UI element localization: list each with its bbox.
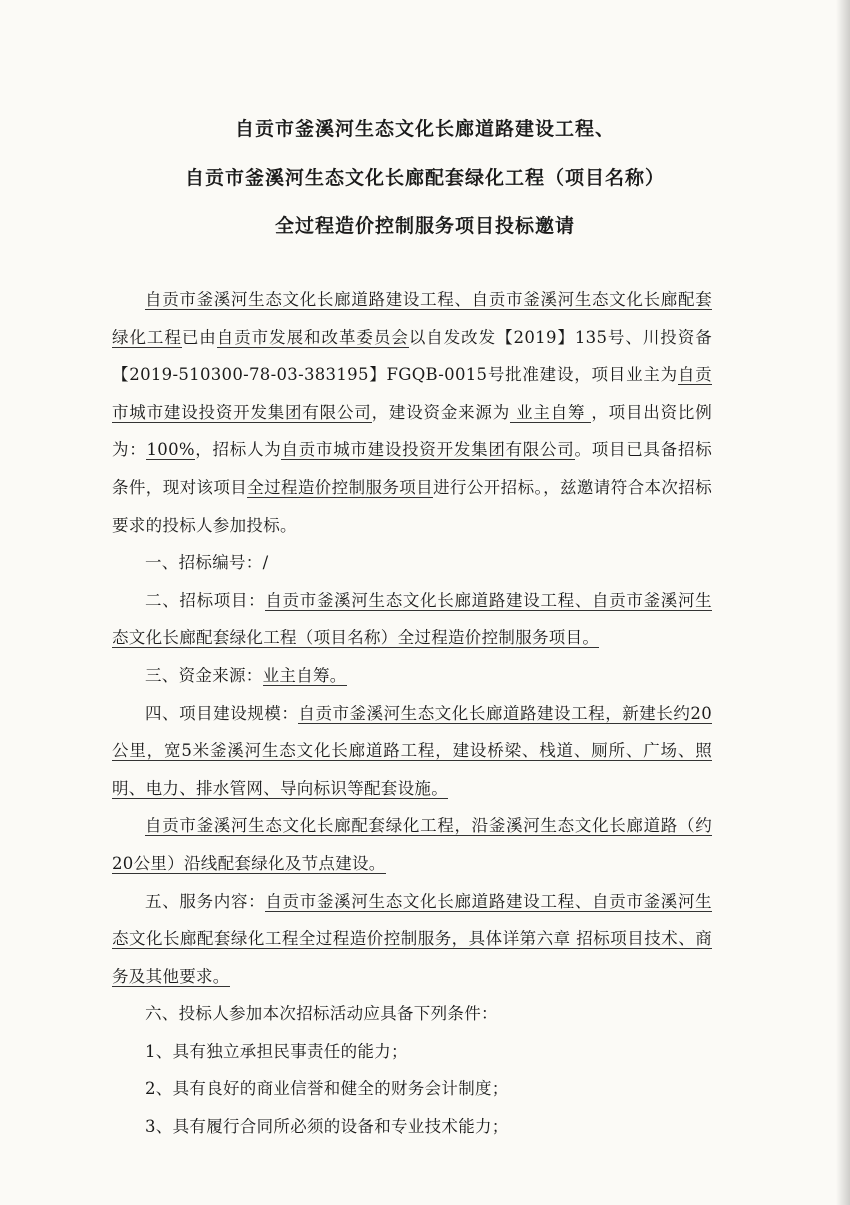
section-4-greening	[112, 807, 712, 882]
section-2-tender-project	[112, 582, 712, 657]
section-4-value: 自贡市釜溪河生态文化长廊道路建设工程，新建长约20公里，宽5米釜溪河生态文化长廊道路工程，建设桥梁、栈道、厕所、广场、照明、电力、排水管网、导向标识等配套设施。	[112, 703, 713, 798]
intro-text-f: ，建设资金来源为	[371, 402, 511, 422]
intro-text-d: 以自发改发【2019】135号、川投资备【2019-510300-78-03-383195】FGQB-0015号批准建设，项目业主为	[112, 327, 713, 385]
approval-authority: 自贡市发展和改革委员会	[216, 327, 409, 347]
intro-text-j: ，招标人为	[194, 440, 282, 460]
section-6-requirements: 六、投标人参加本次招标活动应具备下列条件：	[145, 1004, 498, 1024]
title-line-1: 自贡市釜溪河生态文化长廊道路建设工程、	[234, 118, 615, 140]
section-2-value: 自贡市釜溪河生态文化长廊道路建设工程、自贡市釜溪河生态文化长廊配套绿化工程（项目名称）全过程造价控制服务项目。	[112, 590, 712, 648]
intro-paragraph	[112, 281, 712, 544]
project-owner: 自贡市城市建设投资开发集团有限公司	[112, 365, 712, 422]
condition-2: 2、具有良好的商业信誉和健全的财务会计制度；	[145, 1079, 509, 1099]
section-4-greening-value: 自贡市釜溪河生态文化长廊配套绿化工程，沿釜溪河生态文化长廊道路（约20公里）沿线配套绿化及节点建设。	[112, 816, 712, 873]
condition-3: 3、具有履行合同所必须的设备和专业技术能力；	[145, 1117, 509, 1137]
title-line-3: 全过程造价控制服务项目投标邀请	[274, 215, 575, 237]
service-project: 全过程造价控制服务项目	[247, 477, 434, 497]
intro-text-h: ，项目出资比例为：	[112, 402, 713, 460]
fund-source: 业主自筹	[510, 402, 592, 422]
section-2-label: 二、招标项目：	[145, 590, 266, 610]
section-1-tender-number: 一、招标编号：/	[145, 553, 269, 573]
section-5-service-content	[112, 883, 712, 996]
section-3-fund-source	[112, 657, 712, 695]
intro-text-l: 。项目已具备招标条件，现对该项目	[112, 440, 712, 497]
funding-ratio: 100%	[146, 440, 195, 460]
section-3-label: 三、资金来源：	[145, 665, 263, 685]
title-line-2: 自贡市釜溪河生态文化长廊配套绿化工程（项目名称）	[184, 167, 665, 189]
section-5-value: 自贡市釜溪河生态文化长廊道路建设工程、自贡市釜溪河生态文化长廊配套绿化工程全过程造价控制服务，具体详第六章 招标项目技术、商务及其他要求。	[112, 891, 712, 986]
section-4-label: 四、项目建设规模：	[145, 703, 299, 723]
tenderer: 自贡市城市建设投资开发集团有限公司	[281, 440, 575, 460]
intro-text-n: 进行公开招标。，兹邀请符合本次招标要求的投标人参加投标。	[112, 477, 712, 535]
intro-text-b: 已由	[181, 327, 217, 347]
condition-1: 1、具有独立承担民事责任的能力；	[145, 1041, 408, 1061]
document-body	[112, 281, 712, 1146]
section-5-label: 五、服务内容：	[145, 891, 266, 911]
section-3-value: 业主自筹。	[262, 665, 347, 685]
section-4-scale	[112, 695, 712, 808]
project-name: 自贡市釜溪河生态文化长廊道路建设工程、自贡市釜溪河生态文化长廊配套绿化工程	[112, 290, 712, 347]
